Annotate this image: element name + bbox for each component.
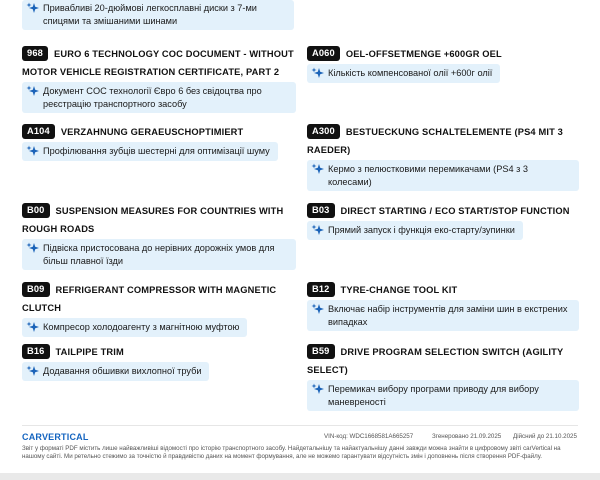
sparkle-icon — [26, 85, 40, 97]
ai-description — [307, 160, 579, 191]
sparkle-icon — [311, 163, 325, 175]
option-code: B12 — [307, 282, 335, 297]
ai-description-text: Профілювання зубців шестерні для оптимізації шуму — [43, 146, 270, 156]
ai-description — [22, 239, 296, 270]
ai-description — [307, 221, 523, 240]
sparkle-icon — [311, 67, 325, 79]
option-item — [22, 202, 296, 270]
sparkle-icon — [311, 383, 325, 395]
disclaimer-text: Звіт у форматі PDF містить лише найважливіші відомості про історію транспортного засобу. Найдетальнішу та найактуальнішу данні завжди можна знайти в цифровому звіті carVertical на нашому сайті. Ми ретельно стежимо за точністю й правдивістю даних на момент формування, але не можемо гарантувати відсутність змін і доповнень після створення PDF-файлу. — [22, 445, 561, 461]
option-item — [307, 343, 579, 411]
option-code: A060 — [307, 46, 340, 61]
sparkle-icon — [26, 365, 40, 377]
brand-logo: CARVERTICAL — [22, 432, 89, 442]
ai-description — [22, 142, 278, 161]
sparkle-icon — [26, 2, 40, 14]
sparkle-icon — [26, 145, 40, 157]
option-title: A104 VERZAHNUNG GERAEUSCHOPTIMIERT — [22, 123, 296, 141]
ai-description — [22, 0, 294, 30]
option-title: A300 BESTUECKUNG SCHALTELEMENTE (PS4 MIT 3 RAEDER) — [307, 126, 563, 155]
ai-description-text: Прямий запуск і функція еко-старту/зупинки — [328, 225, 515, 235]
option-code: 968 — [22, 46, 48, 61]
ai-description-text: Документ COC технології Євро 6 без свідоцтва про реєстрацію транспортного засобу — [43, 86, 262, 109]
ai-description-text: Додавання обшивки вихлопної труби — [43, 366, 202, 376]
option-item — [307, 45, 579, 84]
generated-date: Згенеровано 21.09.2025 — [432, 433, 502, 440]
option-item — [22, 343, 296, 382]
option-title: 968 EURO 6 TECHNOLOGY COC DOCUMENT - WITHOUT MOTOR VEHICLE REGISTRATION CERTIFICATE, PART 2 — [22, 48, 294, 77]
ai-description — [22, 318, 247, 337]
option-title: B09 REFRIGERANT COMPRESSOR WITH MAGNETIC CLUTCH — [22, 284, 277, 313]
option-code: B09 — [22, 282, 50, 297]
ai-description-text: Підвіска пристосована до нерівних дорожніх умов для більш плавної їзди — [43, 243, 275, 266]
vin-code: VIN-код: WDC1668581A665257 — [324, 433, 414, 440]
sparkle-icon — [311, 224, 325, 236]
option-item — [307, 281, 579, 331]
sparkle-icon — [311, 303, 325, 315]
ai-description-text: Перемикач вибору програми приводу для вибору маневреності — [328, 384, 539, 407]
option-code: B16 — [22, 344, 50, 359]
option-item — [22, 45, 296, 113]
ai-description — [307, 300, 579, 331]
ai-description-text: Кількість компенсованої олії +600г олії — [328, 68, 493, 78]
ai-description-text: Привабливі 20-дюймові легкосплавні диски з 7-ми спицями та змішаними шинами — [43, 3, 257, 26]
footer-divider — [22, 425, 578, 426]
option-title: B16 TAILPIPE TRIM — [22, 343, 296, 361]
ai-description-text: Включає набір інструментів для заміни шин в екстрених випадках — [328, 304, 568, 327]
option-title: A060 OEL-OFFSETMENGE +600GR OEL — [307, 45, 579, 63]
sparkle-icon — [26, 321, 40, 333]
page-edge — [0, 473, 600, 480]
option-title: B03 DIRECT STARTING / ECO START/STOP FUNCTION — [307, 202, 579, 220]
option-item — [307, 123, 579, 191]
option-code: A300 — [307, 124, 340, 139]
option-item — [22, 281, 296, 338]
ai-description — [307, 380, 579, 411]
option-title: B00 SUSPENSION MEASURES FOR COUNTRIES WITH ROUGH ROADS — [22, 205, 284, 234]
option-code: B00 — [22, 203, 50, 218]
ai-description — [307, 64, 500, 83]
valid-until-date: Дійсний до 21.10.2025 — [513, 433, 577, 440]
option-title: B59 DRIVE PROGRAM SELECTION SWITCH (AGILITY SELECT) — [307, 346, 564, 375]
ai-description — [22, 82, 296, 113]
ai-description-text: Кермо з пелюстковими перемикачами (PS4 з 3 колесами) — [328, 164, 529, 187]
ai-description — [22, 362, 209, 381]
option-title: B12 TYRE-CHANGE TOOL KIT — [307, 281, 579, 299]
option-item — [307, 202, 579, 241]
option-code: B03 — [307, 203, 335, 218]
ai-description-text: Компресор холодоагенту з магнітною муфтою — [43, 322, 240, 332]
option-item — [22, 123, 296, 162]
option-code: B59 — [307, 344, 335, 359]
sparkle-icon — [26, 242, 40, 254]
option-code: A104 — [22, 124, 55, 139]
